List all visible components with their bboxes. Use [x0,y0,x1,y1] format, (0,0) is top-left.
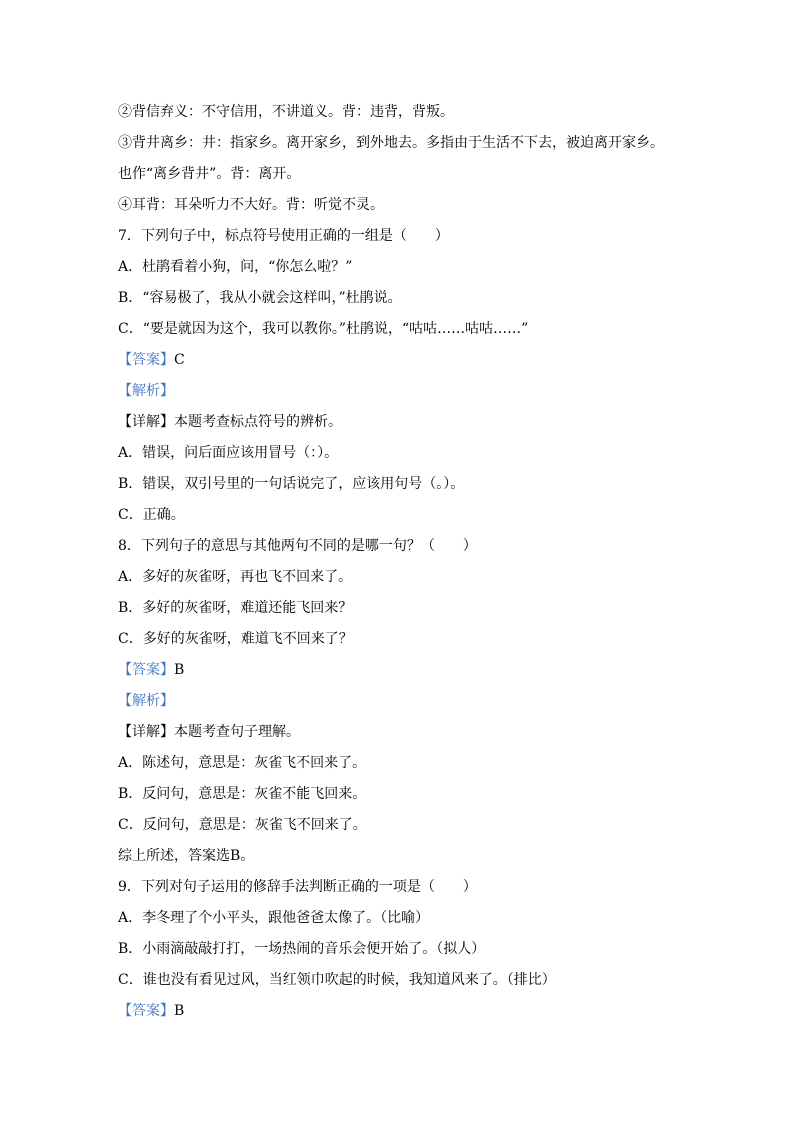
detail-text: 本题考查句子理解。 [174,724,300,740]
question-7-explanation-b: B．错误，双引号里的一句话说完了，应该用句号（。）。 [118,476,465,492]
document-page [118,97,718,1027]
question-9-option-b: B．小雨滴敲敲打打，一场热闹的音乐会便开始了。（拟人） [118,941,486,957]
question-8-summary: 综上所述，答案选B。 [118,848,255,864]
answer-tag: 【答案】 [118,662,174,678]
answer-value: B [174,662,185,678]
answer-value: B [174,1003,185,1019]
question-8-answer [118,655,718,686]
question-8-option-b: B．多好的灰雀呀，难道还能飞回来？ [118,600,353,616]
question-8-analysis [118,686,718,717]
question-7-explanation-a: A．错误，问后面应该用冒号（：）。 [118,445,339,461]
question-9-stem: 9．下列对句子运用的修辞手法判断正确的一项是（ ） [118,879,477,895]
question-8-explanation-a: A．陈述句，意思是：灰雀飞不回来了。 [118,755,367,771]
question-9-option-c: C．谁也没有看见过风，当红领巾吹起的时候，我知道风来了。（排比） [118,972,556,988]
answer-value: C [174,352,185,368]
question-8-option-a: A．多好的灰雀呀，再也飞不回来了。 [118,569,353,585]
question-7-detail [118,407,718,438]
answer-tag: 【答案】 [118,352,174,368]
question-7-option-a: A．杜鹃看着小狗，问，“你怎么啦？” [118,259,353,275]
question-7-answer [118,345,718,376]
question-9-option-a: A．李冬理了个小平头，跟他爸爸太像了。（比喻） [118,910,430,926]
question-8-explanation-c: C．反问句，意思是：灰雀飞不回来了。 [118,817,367,833]
analysis-tag: 【解析】 [118,383,174,399]
question-9-answer [118,996,718,1027]
detail-tag: 【详解】 [118,724,174,740]
question-8-detail [118,717,718,748]
question-7-explanation-c: C．正确。 [118,507,185,523]
analysis-tag: 【解析】 [118,693,174,709]
definition-line: ②背信弃义：不守信用，不讲道义。背：违背，背叛。 [118,104,454,120]
detail-tag: 【详解】 [118,414,174,430]
detail-text: 本题考查标点符号的辨析。 [174,414,342,430]
question-8-option-c: C．多好的灰雀呀，难道飞不回来了？ [118,631,353,647]
question-8-explanation-b: B．反问句，意思是：灰雀不能飞回来。 [118,786,367,802]
question-7-stem: 7．下列句子中，标点符号使用正确的一组是（ ） [118,228,449,244]
definition-line: ④耳背：耳朵听力不大好。背：听觉不灵。 [118,197,384,213]
question-7-analysis [118,376,718,407]
question-7-option-c: C．“要是就因为这个，我可以教你。”杜鹃说，“咕咕……咕咕……” [118,321,529,337]
definition-line: 也作“离乡背井”。背：离开。 [118,166,301,182]
question-8-stem: 8．下列句子的意思与其他两句不同的是哪一句？（ ） [118,538,477,554]
question-7-option-b: B．“容易极了，我从小就会这样叫，”杜鹃说。 [118,290,402,306]
definition-line: ③背井离乡：井：指家乡。离开家乡，到外地去。多指由于生活不下去，被迫离开家乡。 [118,135,664,151]
answer-tag: 【答案】 [118,1003,174,1019]
